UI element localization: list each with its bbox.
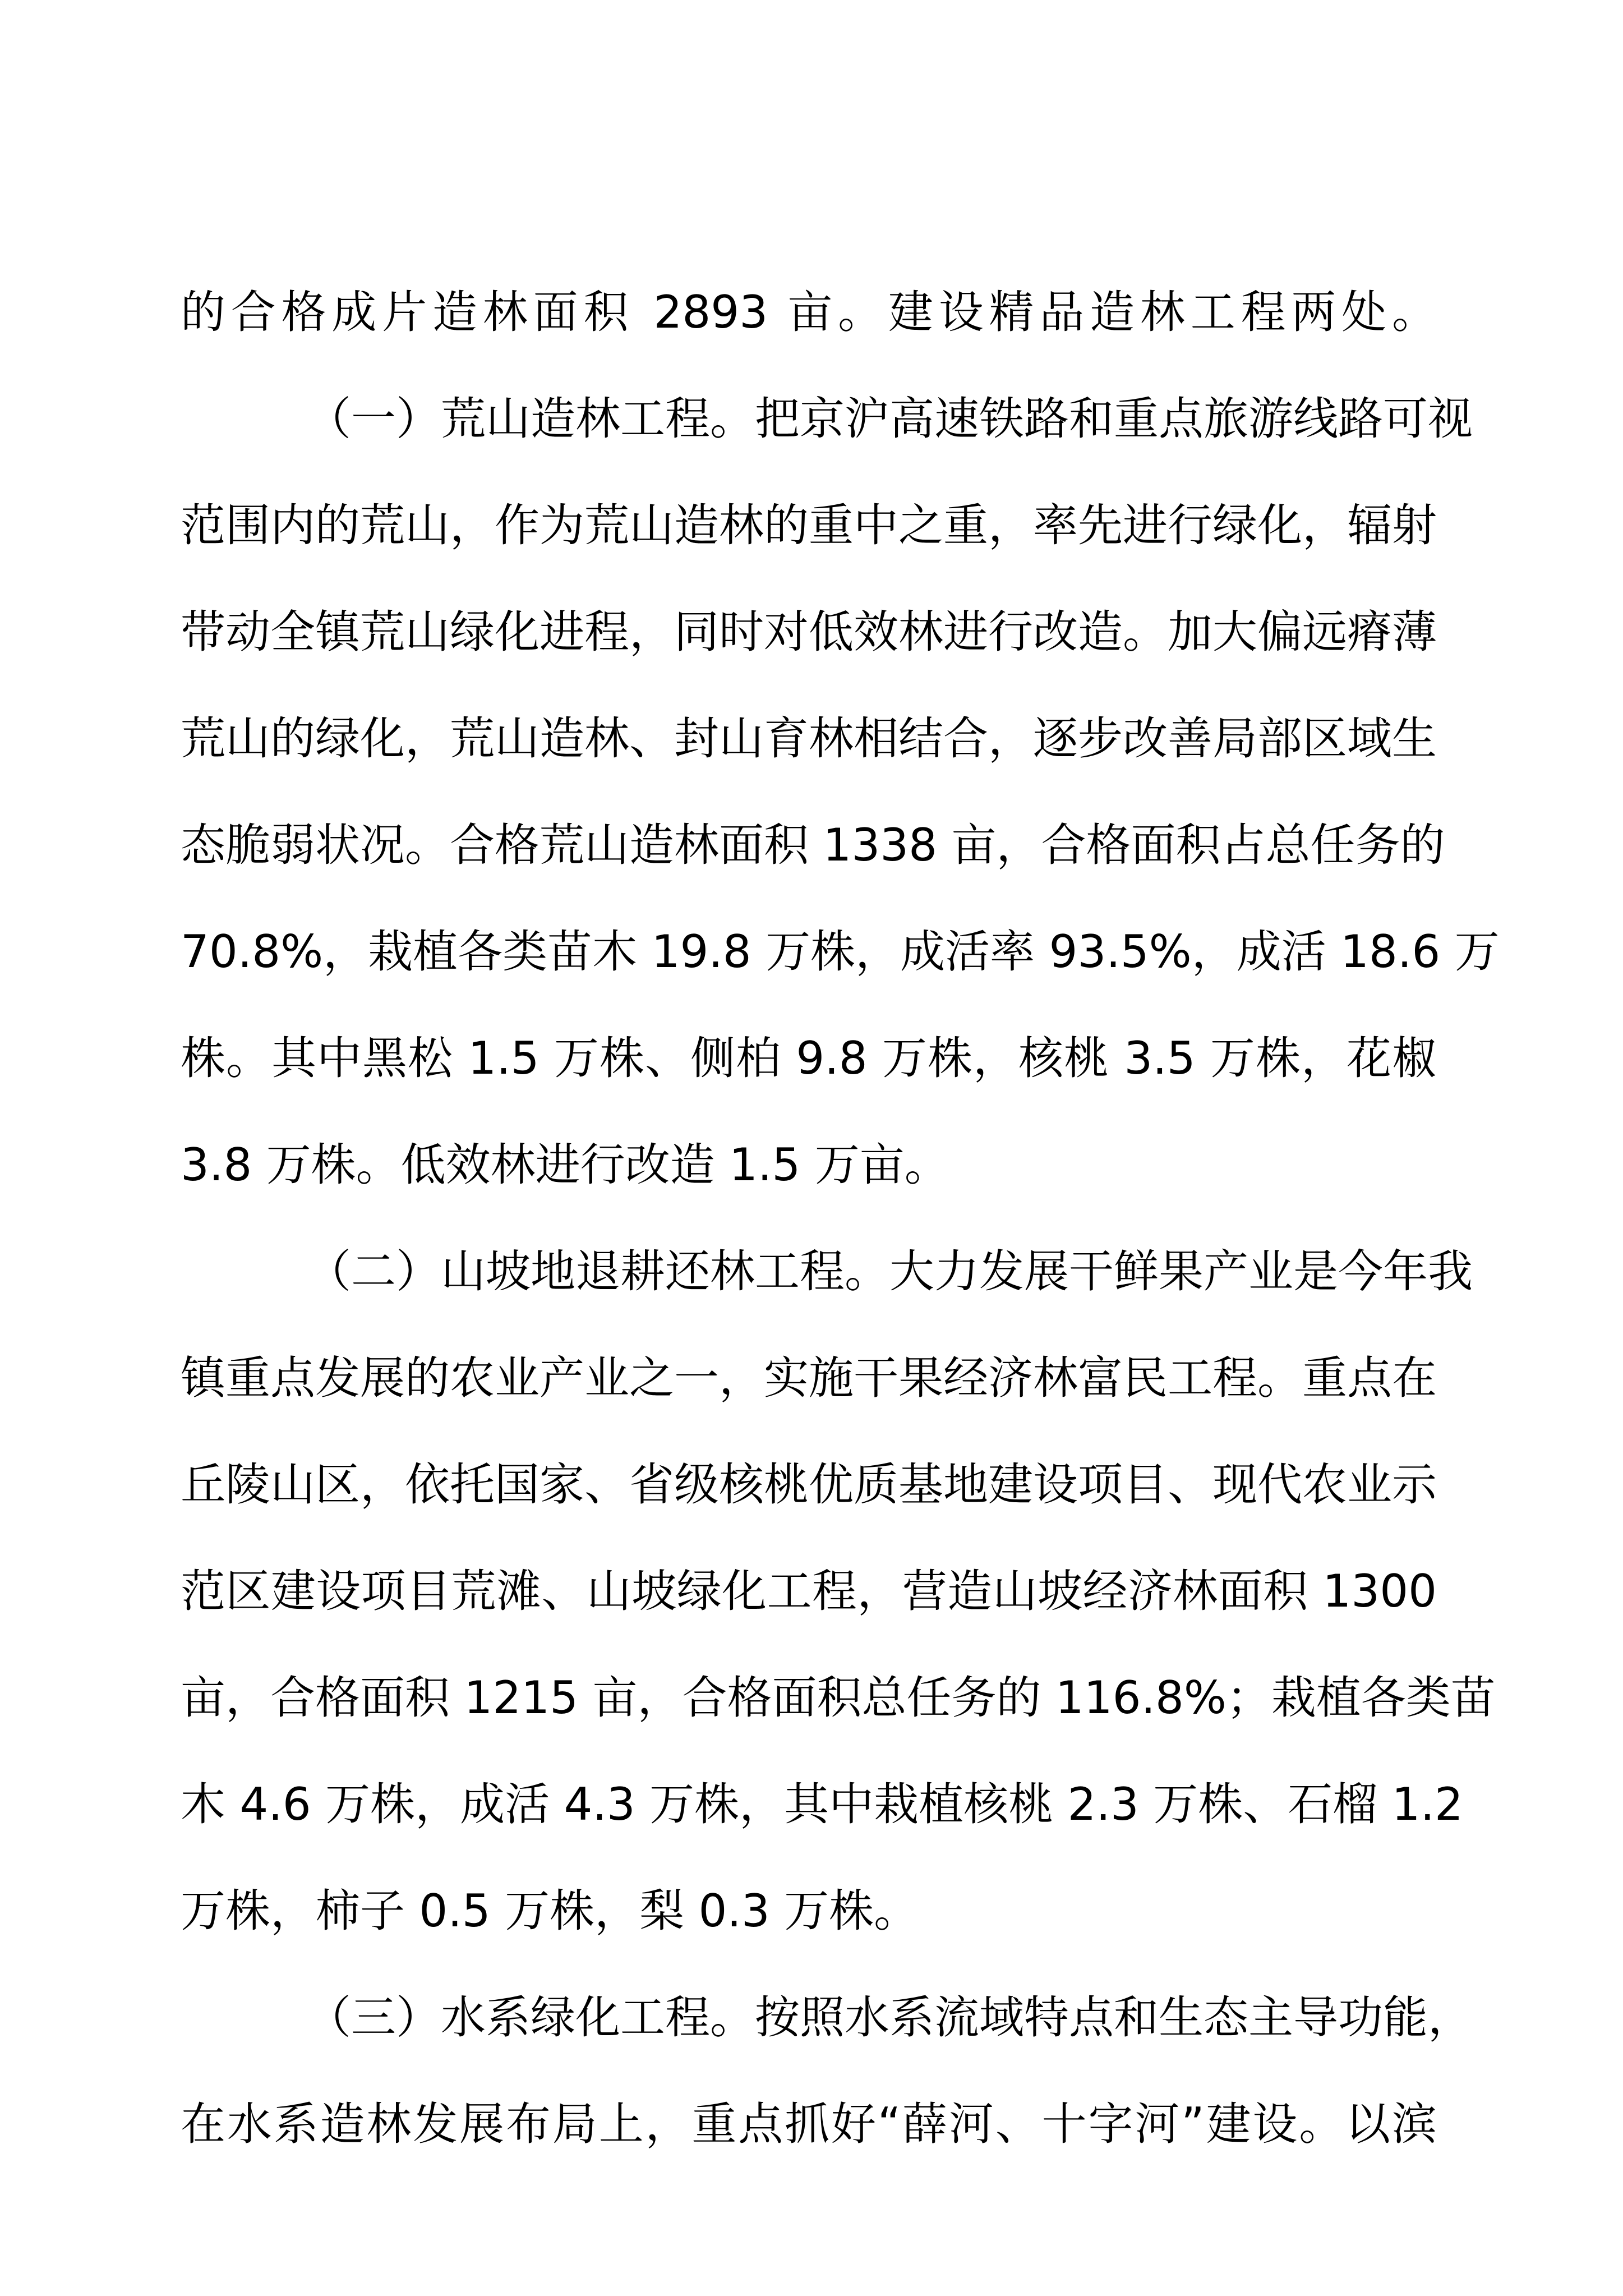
text-line: 3.8 万株。低效林进行改造 1.5 万亩。 (181, 1139, 949, 1191)
text-line: 态脆弱状况。合格荒山造林面积 1338 亩，合格面积占总任务的 (181, 819, 1445, 871)
text-line: 株。其中黑松 1.5 万株、侧柏 9.8 万株，核桃 3.5 万株，花椒 (181, 1032, 1437, 1084)
text-line: 镇重点发展的农业产业之一，实施干果经济林富民工程。重点在 (181, 1352, 1437, 1404)
text-line: 在水系造林发展布局上，重点抓好“薛河、十字河”建设。以滨 (181, 2098, 1437, 2150)
text-line: 丘陵山区，依托国家、省级核桃优质基地建设项目、现代农业示 (181, 1458, 1437, 1511)
text-line: 范围内的荒山，作为荒山造林的重中之重，率先进行绿化，辐射 (181, 499, 1437, 551)
paragraph-3-first-line: （三）水系绿化工程。按照水系流域特点和生态主导功能， (306, 1991, 1473, 2044)
text-line: 亩，合格面积 1215 亩，合格面积总任务的 116.8%；栽植各类苗 (181, 1672, 1496, 1724)
text-line: 范区建设项目荒滩、山坡绿化工程，营造山坡经济林面积 1300 (181, 1565, 1437, 1617)
text-line: 带动全镇荒山绿化进程，同时对低效林进行改造。加大偏远瘠薄 (181, 606, 1437, 658)
paragraph-2-first-line: （二）山坡地退耕还林工程。大力发展干鲜果产业是今年我 (306, 1245, 1473, 1297)
text-line: 木 4.6 万株，成活 4.3 万株，其中栽植核桃 2.3 万株、石榴 1.2 (181, 1778, 1463, 1830)
text-line: 荒山的绿化，荒山造林、封山育林相结合，逐步改善局部区域生 (181, 712, 1437, 765)
paragraph-1-first-line: （一）荒山造林工程。把京沪高速铁路和重点旅游线路可视 (306, 393, 1473, 445)
text-line: 70.8%，栽植各类苗木 19.8 万株，成活率 93.5%，成活 18.6 万 (181, 926, 1500, 978)
text-line: 万株，柿子 0.5 万株，梨 0.3 万株。 (181, 1885, 919, 1937)
text-line: 的合格成片造林面积 2893 亩。建设精品造林工程两处。 (181, 286, 1437, 338)
